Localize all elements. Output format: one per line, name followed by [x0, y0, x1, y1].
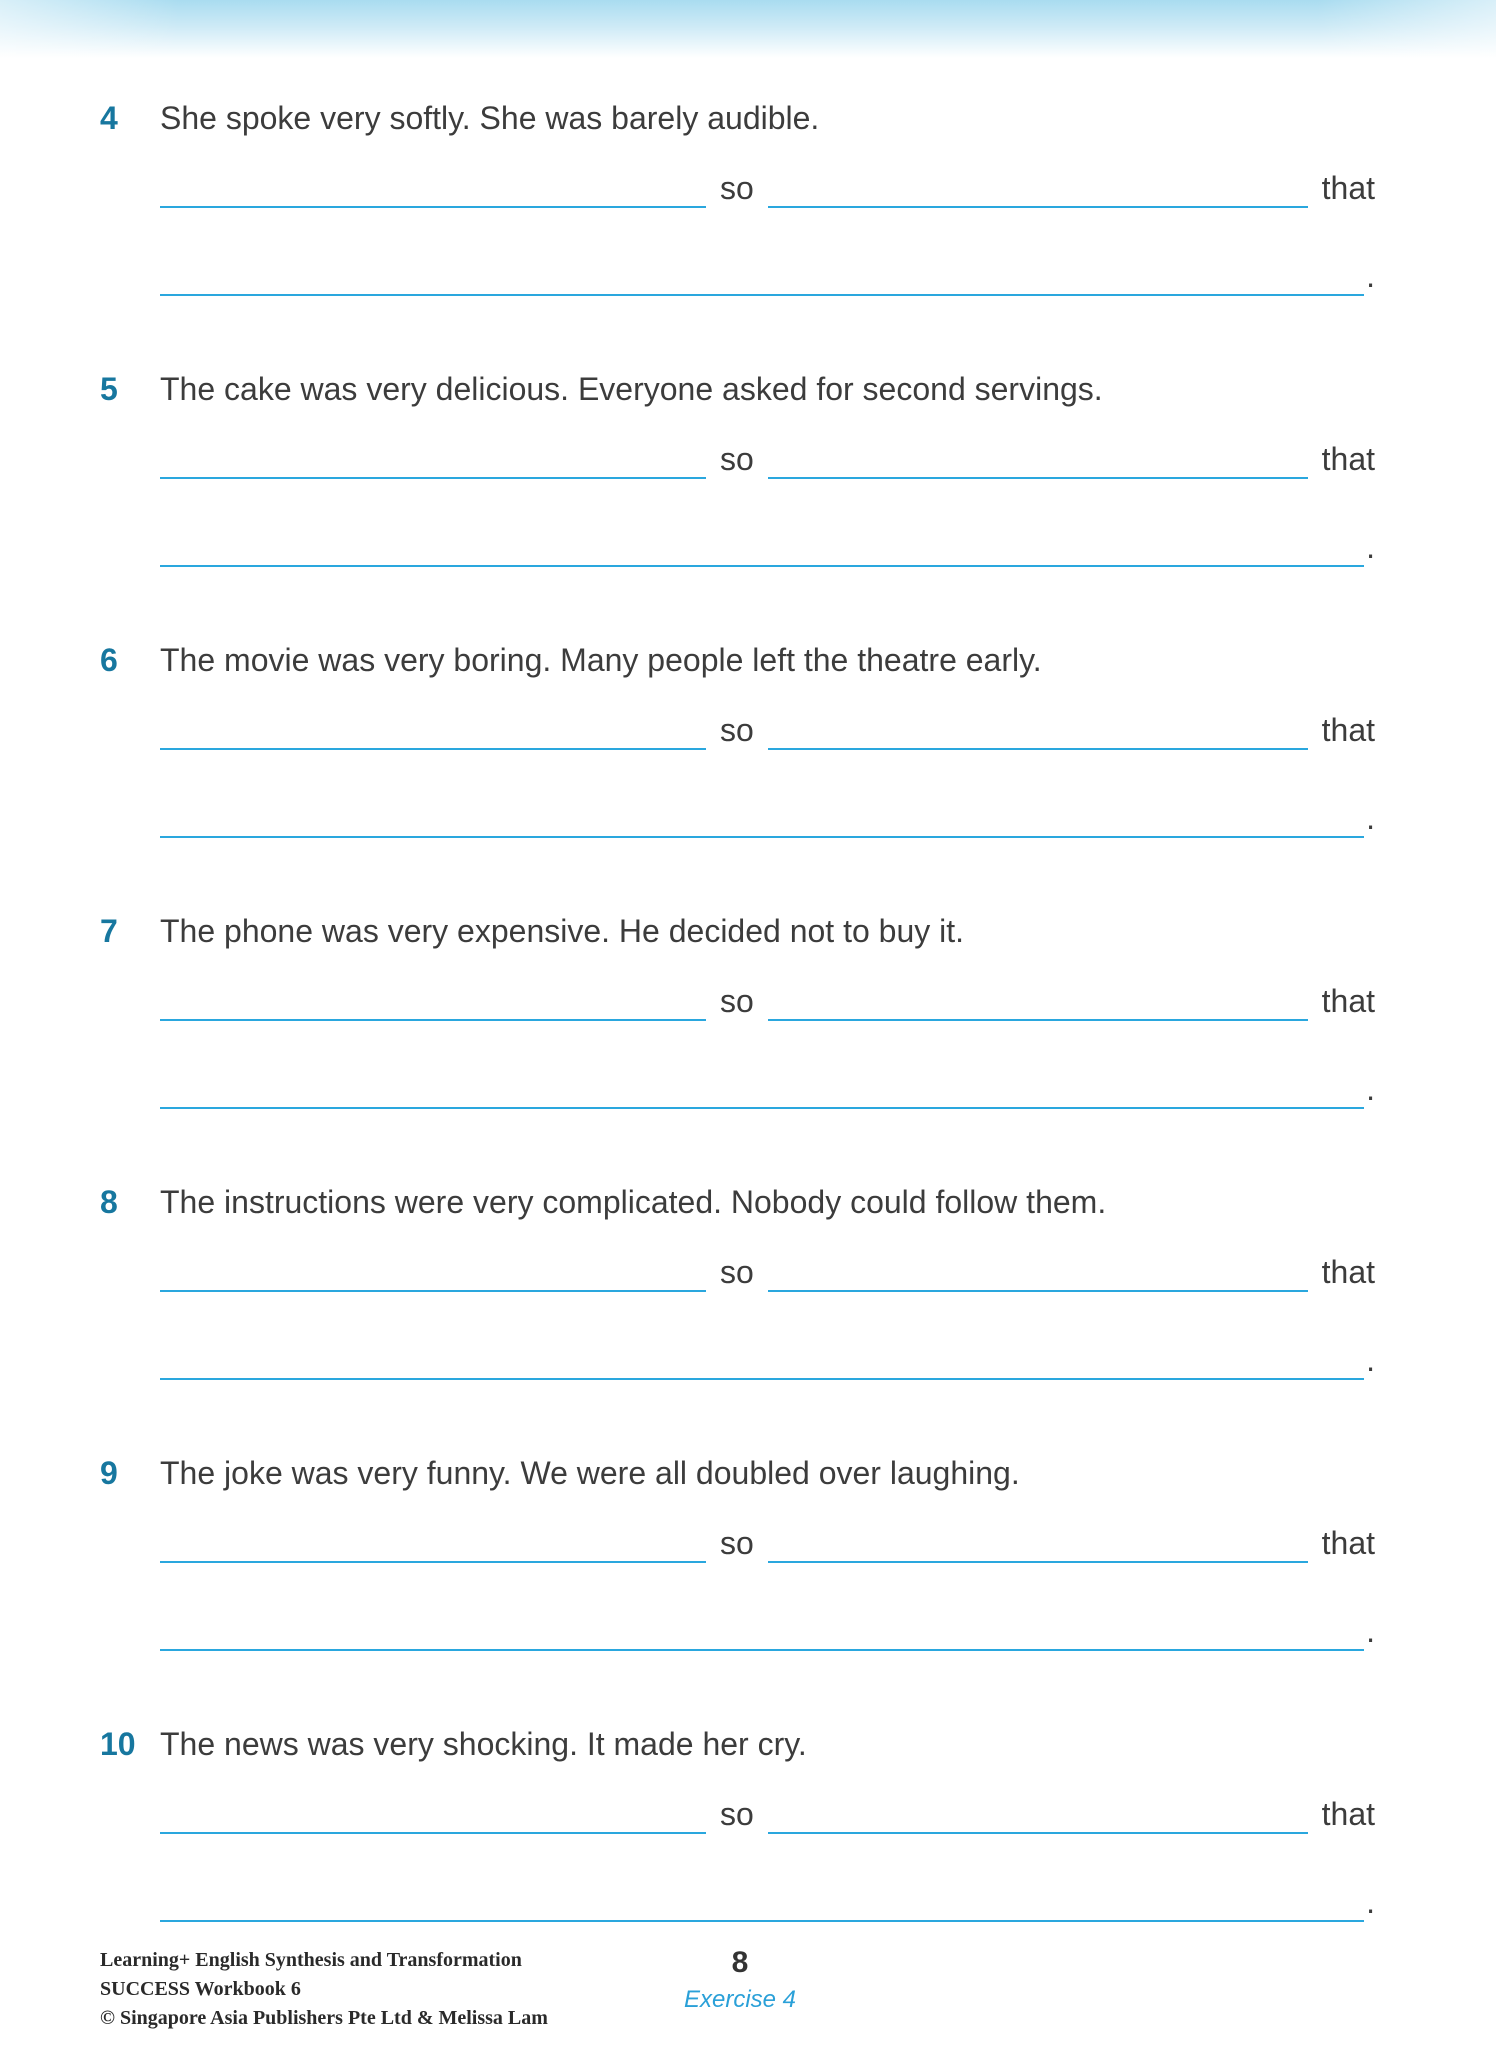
answer-blank-1 [160, 172, 706, 208]
questions-list [100, 100, 1375, 1997]
question-sentence: The instructions were very complicated. Nobody could follow them. [160, 1184, 1107, 1220]
question-sentence-row [100, 1184, 1375, 1221]
answer-blank-3 [160, 531, 1364, 567]
answer-blank-2 [768, 985, 1308, 1021]
connector-so: so [720, 170, 754, 206]
question-number: 7 [100, 913, 118, 949]
answer-line-so-that [160, 437, 1375, 479]
sentence-period: . [1366, 1342, 1375, 1378]
question-sentence: The movie was very boring. Many people left the theatre early. [160, 642, 1042, 678]
question-block [100, 913, 1375, 1184]
answer-blank-3 [160, 1344, 1364, 1380]
answer-line-so-that [160, 1250, 1375, 1292]
footer-center [0, 1946, 1480, 2014]
connector-that: that [1321, 1796, 1375, 1832]
answer-line-so-that [160, 1521, 1375, 1563]
question-sentence-row [100, 100, 1375, 137]
question-number: 6 [100, 642, 118, 678]
answer-blank-3 [160, 1886, 1364, 1922]
question-sentence: The phone was very expensive. He decided not to buy it. [160, 913, 965, 949]
header-gradient-band [0, 0, 1496, 58]
answer-blank-2 [768, 714, 1308, 750]
sentence-period: . [1366, 800, 1375, 836]
answer-line-continuation [160, 254, 1375, 296]
answer-blank-1 [160, 1527, 706, 1563]
answer-line-continuation [160, 796, 1375, 838]
answer-blank-3 [160, 1073, 1364, 1109]
sentence-period: . [1366, 529, 1375, 565]
question-sentence-row [100, 1726, 1375, 1763]
question-sentence: She spoke very softly. She was barely audible. [160, 100, 820, 136]
connector-so: so [720, 1525, 754, 1561]
answer-blank-1 [160, 443, 706, 479]
answer-blank-3 [160, 1615, 1364, 1651]
answer-line-so-that [160, 979, 1375, 1021]
question-number: 5 [100, 371, 118, 407]
footer-imprint-line1: Learning+ English Synthesis and Transformation [100, 1949, 522, 1971]
connector-so: so [720, 1796, 754, 1832]
answer-blank-2 [768, 1798, 1308, 1834]
question-sentence-row [100, 371, 1375, 408]
connector-that: that [1321, 1254, 1375, 1290]
answer-line-continuation [160, 1338, 1375, 1380]
answer-line-continuation [160, 1067, 1375, 1109]
footer-imprint-line3: © Singapore Asia Publishers Pte Ltd & Melissa Lam [100, 2007, 548, 2029]
connector-so: so [720, 1254, 754, 1290]
answer-blank-2 [768, 443, 1308, 479]
sentence-period: . [1366, 1613, 1375, 1649]
exercise-label: Exercise 4 [683, 1986, 797, 2013]
answer-line-continuation [160, 525, 1375, 567]
connector-that: that [1321, 170, 1375, 206]
answer-line-continuation [160, 1880, 1375, 1922]
page-number: 8 [731, 1946, 749, 1979]
question-number: 8 [100, 1184, 118, 1220]
question-number: 9 [100, 1455, 118, 1491]
connector-so: so [720, 983, 754, 1019]
connector-so: so [720, 441, 754, 477]
question-sentence: The news was very shocking. It made her cry. [160, 1726, 807, 1762]
answer-blank-2 [768, 1256, 1308, 1292]
answer-line-continuation [160, 1609, 1375, 1651]
connector-that: that [1321, 1525, 1375, 1561]
footer-imprint-line2: SUCCESS Workbook 6 [100, 1978, 301, 2000]
answer-blank-1 [160, 985, 706, 1021]
connector-that: that [1321, 712, 1375, 748]
answer-blank-3 [160, 260, 1364, 296]
question-sentence-row [100, 642, 1375, 679]
answer-blank-3 [160, 802, 1364, 838]
question-sentence: The cake was very delicious. Everyone asked for second servings. [160, 371, 1103, 407]
question-sentence-row [100, 913, 1375, 950]
question-block [100, 100, 1375, 371]
answer-blank-2 [768, 1527, 1308, 1563]
question-block [100, 1184, 1375, 1455]
answer-blank-1 [160, 1256, 706, 1292]
answer-line-so-that [160, 1792, 1375, 1834]
question-block [100, 642, 1375, 913]
answer-blank-2 [768, 172, 1308, 208]
question-number: 10 [100, 1726, 136, 1762]
question-number: 4 [100, 100, 118, 136]
sentence-period: . [1366, 1884, 1375, 1920]
sentence-period: . [1366, 258, 1375, 294]
answer-line-so-that [160, 708, 1375, 750]
question-block [100, 371, 1375, 642]
connector-that: that [1321, 441, 1375, 477]
question-sentence-row [100, 1455, 1375, 1492]
question-block [100, 1455, 1375, 1726]
connector-so: so [720, 712, 754, 748]
question-sentence: The joke was very funny. We were all doubled over laughing. [160, 1455, 1020, 1491]
answer-line-so-that [160, 166, 1375, 208]
sentence-period: . [1366, 1071, 1375, 1107]
answer-blank-1 [160, 714, 706, 750]
answer-blank-1 [160, 1798, 706, 1834]
connector-that: that [1321, 983, 1375, 1019]
